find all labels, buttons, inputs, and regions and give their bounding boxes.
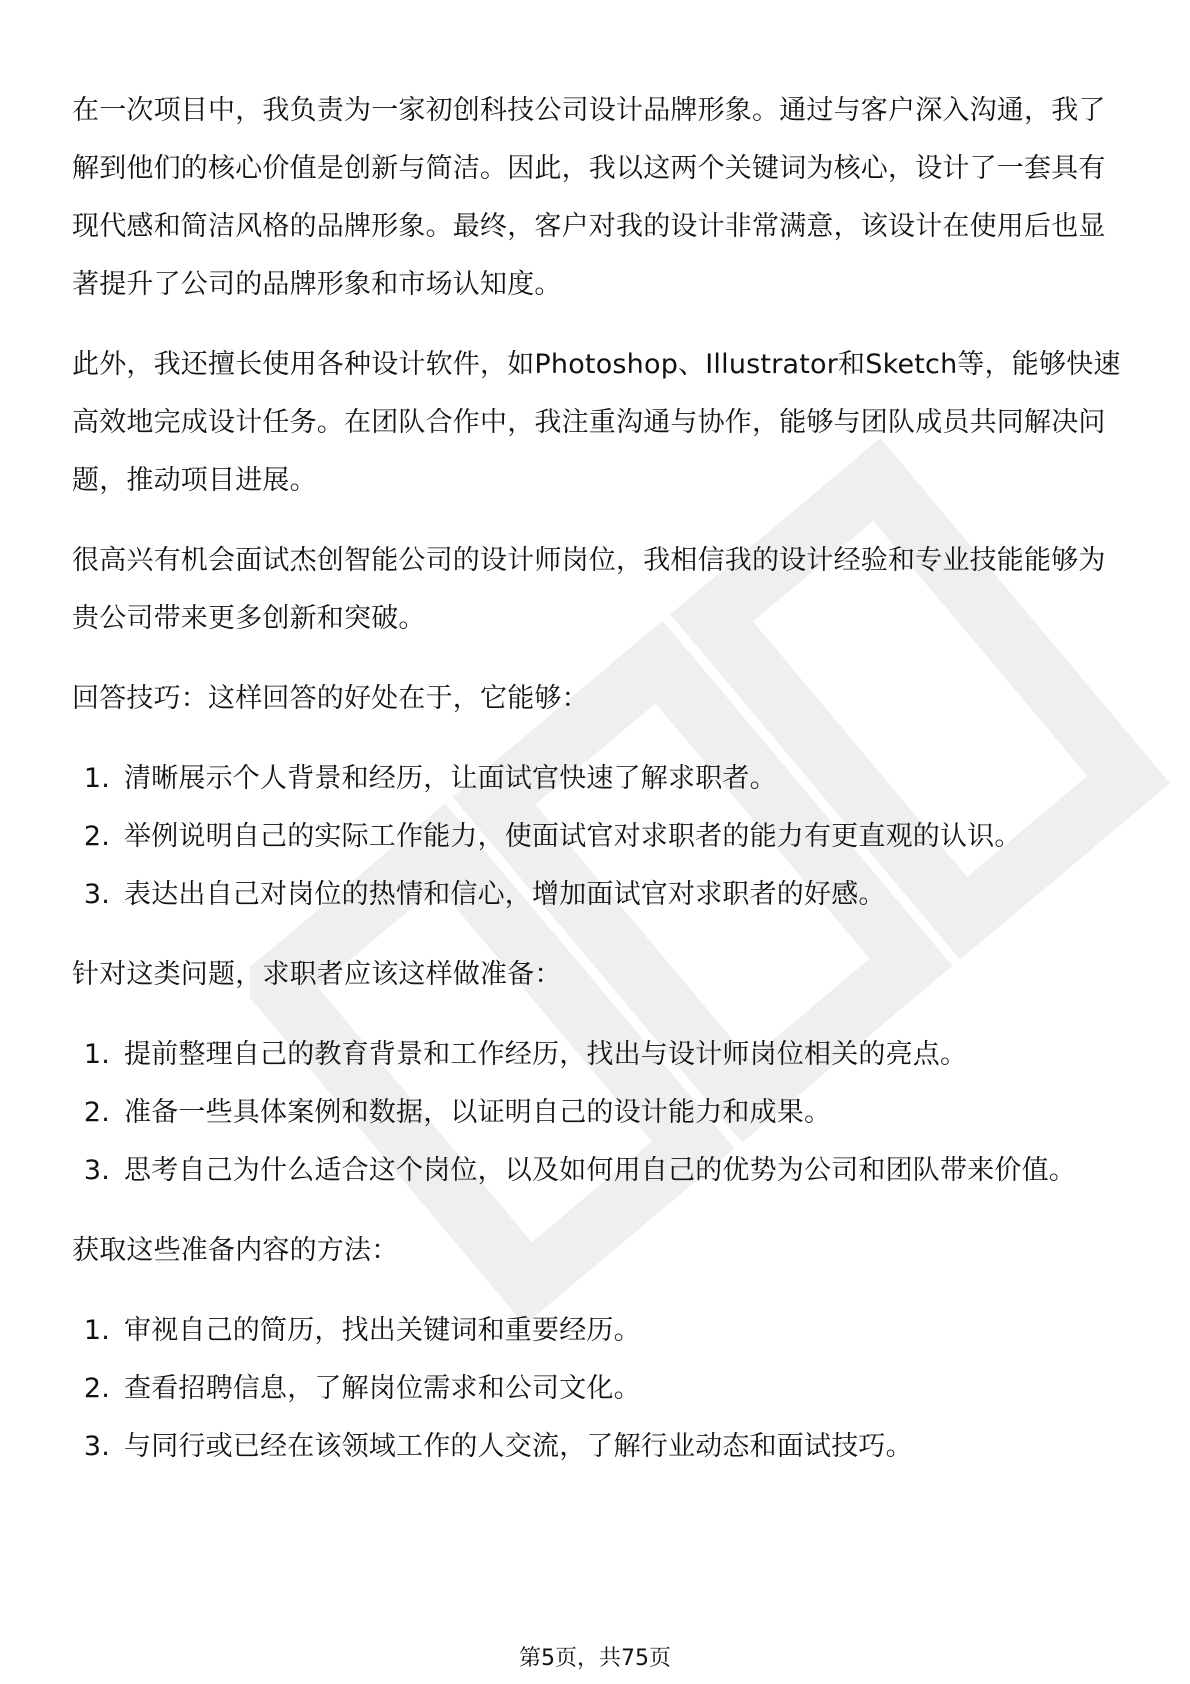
list-item: [72, 866, 1122, 924]
list-text: 准备一些具体案例和数据，以证明自己的设计能力和成果。: [124, 1097, 832, 1128]
tips-list: [72, 750, 1122, 924]
list-number: 1.: [83, 1039, 110, 1070]
list-text: 审视自己的简历，找出关键词和重要经历。: [124, 1315, 641, 1346]
methods-heading: 获取这些准备内容的方法：: [72, 1235, 399, 1266]
list-number: 2.: [83, 1097, 110, 1128]
paragraph-software-skills: 此外，我还擅长使用各种设计软件，如Photoshop、Illustrator和Sketch等，能够快速高效地完成设计任务。在团队合作中，我注重沟通与协作，能够与团队成员共同解决问题，推动项目进展。: [72, 349, 1121, 496]
list-number: 2.: [83, 821, 110, 852]
document-body: [72, 82, 1122, 1498]
list-item: [72, 750, 1122, 808]
list-text: 清晰展示个人背景和经历，让面试官快速了解求职者。: [124, 763, 777, 794]
list-number: 2.: [83, 1373, 110, 1404]
list-text: 举例说明自己的实际工作能力，使面试官对求职者的能力有更直观的认识。: [124, 821, 1022, 852]
list-number: 3.: [83, 879, 110, 910]
list-item: [72, 808, 1122, 866]
prep-list: [72, 1026, 1122, 1200]
list-number: 1.: [83, 1315, 110, 1346]
list-text: 提前整理自己的教育背景和工作经历，找出与设计师岗位相关的亮点。: [124, 1039, 968, 1070]
list-number: 1.: [83, 763, 110, 794]
tips-heading: 回答技巧：这样回答的好处在于，它能够：: [72, 683, 589, 714]
prep-heading: 针对这类问题，求职者应该这样做准备：: [72, 959, 562, 990]
paragraph-closing: 很高兴有机会面试杰创智能公司的设计师岗位，我相信我的设计经验和专业技能能够为贵公司带来更多创新和突破。: [72, 545, 1106, 634]
list-item: [72, 1360, 1122, 1418]
list-item: [72, 1418, 1122, 1476]
list-number: 3.: [83, 1155, 110, 1186]
list-item: [72, 1142, 1122, 1200]
list-text: 思考自己为什么适合这个岗位，以及如何用自己的优势为公司和团队带来价值。: [124, 1155, 1076, 1186]
list-item: [72, 1302, 1122, 1360]
list-text: 查看招聘信息，了解岗位需求和公司文化。: [124, 1373, 641, 1404]
list-item: [72, 1026, 1122, 1084]
methods-list: [72, 1302, 1122, 1476]
list-item: [72, 1084, 1122, 1142]
list-text: 表达出自己对岗位的热情和信心，增加面试官对求职者的好感。: [124, 879, 886, 910]
list-text: 与同行或已经在该领域工作的人交流，了解行业动态和面试技巧。: [124, 1431, 913, 1462]
page-number-footer: 第5页，共75页: [519, 1646, 671, 1671]
paragraph-project-experience: 在一次项目中，我负责为一家初创科技公司设计品牌形象。通过与客户深入沟通，我了解到他们的核心价值是创新与简洁。因此，我以这两个关键词为核心，设计了一套具有现代感和简洁风格的品牌形象。最终，客户对我的设计非常满意，该设计在使用后也显著提升了公司的品牌形象和市场认知度。: [72, 95, 1106, 300]
list-number: 3.: [83, 1431, 110, 1462]
